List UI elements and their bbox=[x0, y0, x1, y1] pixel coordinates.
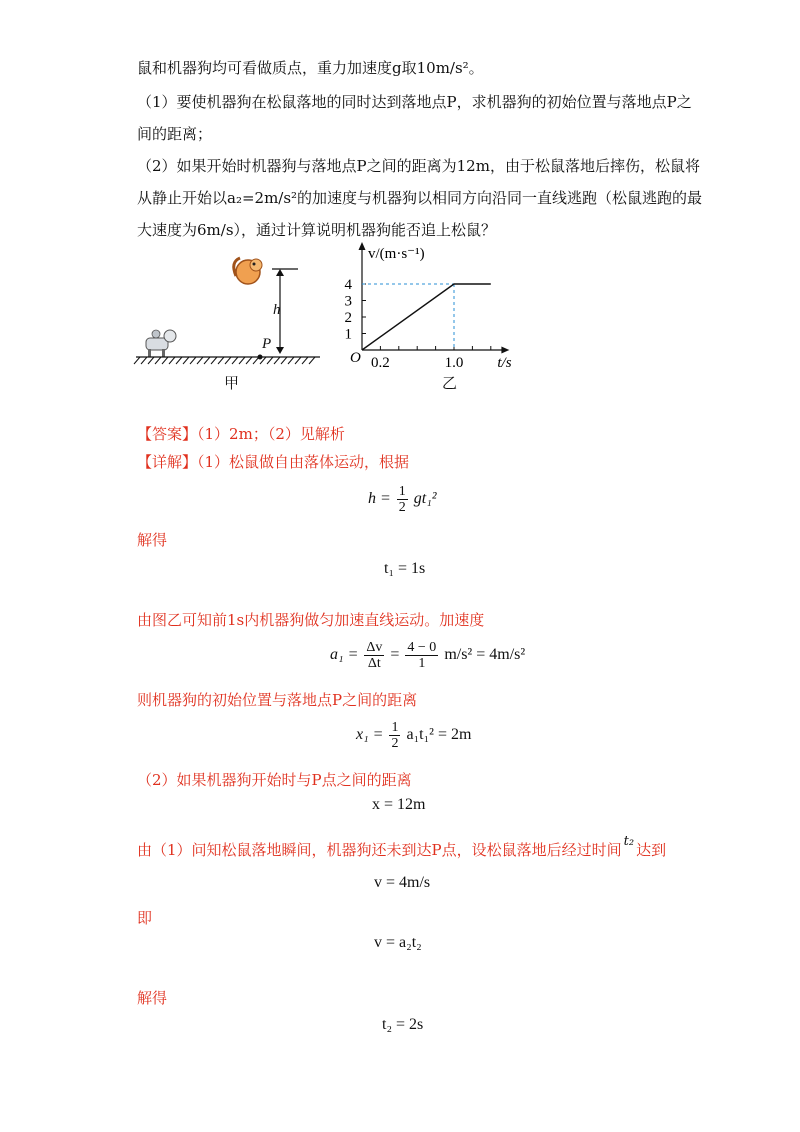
answer-line bbox=[137, 424, 345, 444]
eq1-fraction bbox=[397, 484, 408, 515]
equation-t2: t₂ = 2s bbox=[382, 1016, 424, 1033]
eq3-rhs: m/s² = 4m/s² bbox=[444, 646, 526, 664]
figure-jia-caption: 甲 bbox=[224, 374, 240, 392]
question-1-line-1: （1）要使机器狗在松鼠落地的同时达到落地点P，求机器狗的初始位置与落地点P之 bbox=[137, 93, 692, 111]
eq4-rhs: a₁t₁² = 2m bbox=[406, 726, 472, 744]
t2-symbol: t₂ bbox=[623, 834, 635, 849]
equation-x: x = 12m bbox=[372, 796, 426, 813]
y-axis-label: v/(m·s⁻¹) bbox=[368, 246, 425, 262]
detail-line bbox=[137, 452, 409, 472]
y-tick-label: 3 bbox=[344, 293, 352, 310]
equation-v: v = 4m/s bbox=[374, 874, 431, 891]
question-2-line-1: （2）如果开始时机器狗与落地点P之间的距离为12m，由于松鼠落地后摔伤，松鼠将 bbox=[137, 157, 700, 175]
eq3-denominator-2: 1 bbox=[418, 656, 426, 671]
y-axis-arrow bbox=[359, 242, 366, 250]
squirrel-icon bbox=[234, 258, 262, 284]
eq3-fraction-1 bbox=[364, 640, 384, 671]
chart-caption: 乙 bbox=[442, 374, 458, 392]
reason-line bbox=[137, 834, 667, 862]
eq3-equals: = bbox=[390, 646, 400, 664]
eq1-rhs: gt₁² bbox=[413, 490, 437, 508]
ji-line: 即 bbox=[137, 909, 153, 927]
point-p-marker bbox=[258, 355, 263, 360]
origin-label: O bbox=[350, 350, 361, 366]
x-tick-label: 0.2 bbox=[371, 355, 390, 371]
eq4-fraction bbox=[389, 720, 400, 751]
y-tick-label: 2 bbox=[344, 310, 352, 326]
point-p-label: P bbox=[262, 336, 272, 352]
velocity-series-line bbox=[362, 284, 491, 350]
y-tick-label: 1 bbox=[344, 326, 352, 343]
eq1-numerator: 1 bbox=[398, 484, 406, 499]
equation-x1 bbox=[356, 720, 471, 751]
x-axis-label: t/s bbox=[497, 355, 512, 371]
detail-tag: 【详解】 bbox=[137, 453, 198, 471]
eq3-numerator-1: Δv bbox=[366, 640, 383, 655]
equation-t1: t₁ = 1s bbox=[384, 560, 426, 577]
answer-tag: 【答案】 bbox=[137, 425, 198, 443]
height-label: h bbox=[273, 302, 281, 318]
answer-text: （1）2m；（2）见解析 bbox=[197, 425, 345, 443]
eq4-lhs: x₁ = bbox=[356, 726, 384, 744]
eq1-lhs: h = bbox=[368, 490, 391, 508]
part-2-line: （2）如果机器狗开始时与P点之间的距离 bbox=[137, 771, 412, 789]
x-axis-arrow bbox=[501, 347, 509, 354]
reason-text: 由（1）问知松鼠落地瞬间，机器狗还未到达P点，设松鼠落地后经过时间 bbox=[137, 841, 622, 859]
velocity-time-chart bbox=[330, 236, 550, 396]
x-tick-label: 1.0 bbox=[444, 355, 464, 371]
distance-line: 则机器狗的初始位置与落地点P之间的距离 bbox=[137, 691, 418, 709]
robot-dog-icon bbox=[146, 330, 176, 357]
eq4-denominator: 2 bbox=[391, 736, 399, 751]
eq1-denominator: 2 bbox=[398, 500, 406, 515]
question-1-line-2: 间的距离； bbox=[137, 125, 213, 143]
figure-jia bbox=[130, 250, 330, 390]
graph-analysis-line: 由图乙可知前1s内机器狗做匀加速直线运动。加速度 bbox=[137, 611, 485, 629]
jiede-1: 解得 bbox=[137, 531, 168, 549]
reason-end: 达到 bbox=[636, 841, 667, 859]
jiede-2: 解得 bbox=[137, 989, 168, 1007]
eq3-fraction-2 bbox=[405, 640, 438, 671]
equation-acceleration bbox=[330, 640, 525, 671]
eq4-numerator: 1 bbox=[391, 720, 399, 735]
eq3-denominator-1: Δt bbox=[367, 656, 381, 671]
equation-v-a2t2: v = a₂t₂ bbox=[374, 934, 422, 951]
question-2-line-2: 从静止开始以a₂=2m/s²的加速度与机器狗以相同方向沿同一直线逃跑（松鼠逃跑的最 bbox=[137, 189, 703, 207]
question-2-line-3: 大速度为6m/s），通过计算说明机器狗能否追上松鼠？ bbox=[137, 221, 497, 239]
y-tick-label: 4 bbox=[344, 277, 352, 293]
problem-intro: 鼠和机器狗均可看做质点，重力加速度g取10m/s²。 bbox=[137, 59, 484, 77]
eq3-lhs: a₁ = bbox=[330, 646, 359, 664]
eq3-numerator-2: 4 − 0 bbox=[407, 640, 437, 655]
equation-free-fall bbox=[368, 484, 437, 515]
detail-text: （1）松鼠做自由落体运动，根据 bbox=[197, 453, 410, 471]
